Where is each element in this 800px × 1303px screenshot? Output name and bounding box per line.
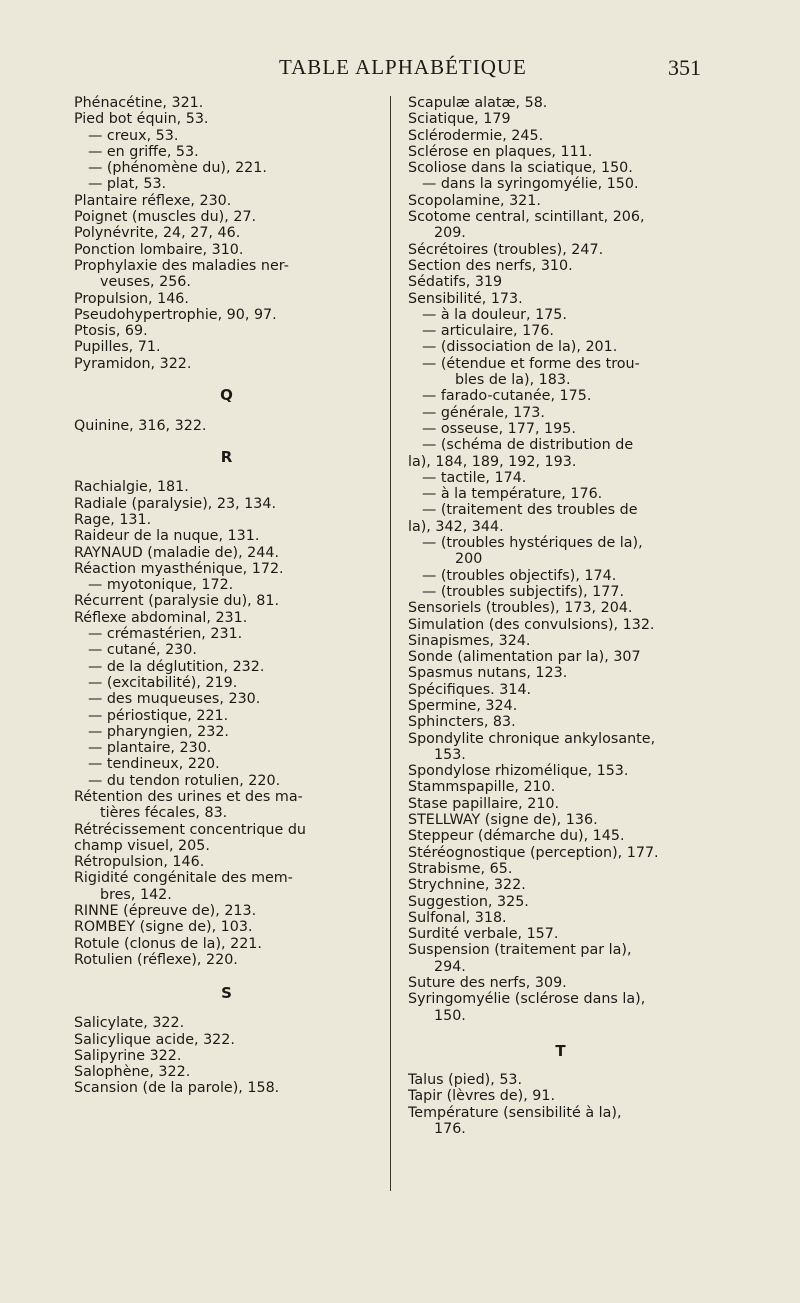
index-entry: Stammspapille, 210. — [408, 779, 556, 796]
index-entry: — (phénomène du), 221. — [88, 160, 267, 177]
section-q-entries — [74, 418, 379, 434]
index-entry: Raideur de la nuque, 131. — [74, 528, 260, 545]
index-column-right — [408, 95, 713, 1137]
index-entry: — (troubles hystériques de la), — [422, 535, 643, 552]
index-entry: Sensoriels (troubles), 173, 204. — [408, 600, 633, 617]
index-entry: — à la douleur, 175. — [422, 306, 567, 323]
index-entry: — myotonique, 172. — [88, 577, 234, 594]
index-entry: Scansion (de la parole), 158. — [74, 1080, 280, 1097]
section-s-entries-left — [74, 1015, 379, 1096]
section-letter-r: R — [220, 448, 233, 467]
index-entry: la), 184, 189, 192, 193. — [408, 453, 577, 470]
index-entry: 150. — [434, 1007, 466, 1024]
index-entry: Pyramidon, 322. — [74, 355, 192, 372]
index-entry: Spécifiques. 314. — [408, 681, 532, 698]
page-number: 351 — [668, 55, 701, 80]
index-entry: Syringomyélie (sclérose dans la), — [408, 991, 646, 1008]
index-entry: Salophène, 322. — [74, 1064, 191, 1081]
index-entry: 153. — [434, 746, 466, 763]
index-entry: Spasmus nutans, 123. — [408, 665, 568, 682]
index-entry: Strychnine, 322. — [408, 877, 526, 894]
index-entry: Pupilles, 71. — [74, 339, 161, 356]
index-entry: Plantaire réflexe, 230. — [74, 192, 232, 209]
index-entry: Sclérose en plaques, 111. — [408, 143, 593, 160]
index-entry: Polynévrite, 24, 27, 46. — [74, 225, 241, 242]
index-entry: 209. — [434, 225, 466, 242]
index-entry: Salicylate, 322. — [74, 1015, 185, 1032]
index-entry: — tendineux, 220. — [88, 756, 220, 773]
running-title: TABLE ALPHABÉTIQUE — [279, 55, 527, 79]
index-entry: Simulation (des convulsions), 132. — [408, 616, 655, 633]
index-entry: Sédatifs, 319 — [408, 274, 503, 291]
index-entry: Suture des nerfs, 309. — [408, 975, 567, 992]
index-entry: — creux, 53. — [88, 127, 179, 144]
index-column-left — [74, 95, 379, 1097]
index-entry: champ visuel, 205. — [74, 837, 210, 854]
section-r-entries — [74, 479, 379, 968]
index-entry: — générale, 173. — [422, 404, 545, 421]
index-entry: ROMBEY (signe de), 103. — [74, 919, 253, 936]
index-entry: Température (sensibilité à la), — [408, 1104, 622, 1121]
index-entry: Ponction lombaire, 310. — [74, 241, 244, 258]
index-entry: — à la température, 176. — [422, 486, 603, 503]
index-entry: Sulfonal, 318. — [408, 909, 507, 926]
section-letter-q: Q — [220, 386, 233, 405]
index-entry: — articulaire, 176. — [422, 323, 554, 340]
index-entry: Section des nerfs, 310. — [408, 257, 573, 274]
index-entry: Salipyrine 322. — [74, 1047, 182, 1064]
index-entry: — plat, 53. — [88, 176, 167, 193]
index-entry: Ptosis, 69. — [74, 323, 148, 340]
index-entry: Quinine, 316, 322. — [74, 418, 207, 435]
index-entry: — (dissociation de la), 201. — [422, 339, 618, 356]
index-entry: RAYNAUD (maladie de), 244. — [74, 544, 280, 561]
index-entry: Rotule (clonus de la), 221. — [74, 935, 262, 952]
index-entry: Suspension (traitement par la), — [408, 942, 632, 959]
index-entry: Strabisme, 65. — [408, 860, 513, 877]
index-entry: RINNE (épreuve de), 213. — [74, 903, 257, 920]
index-entry: Récurrent (paralysie du), 81. — [74, 593, 279, 610]
index-entry: — (traitement des troubles de — [422, 502, 638, 519]
index-entry: Sclérodermie, 245. — [408, 127, 544, 144]
index-entry: Surdité verbale, 157. — [408, 926, 559, 943]
index-entry: STELLWAY (signe de), 136. — [408, 812, 598, 829]
index-entry: Rétropulsion, 146. — [74, 854, 205, 871]
page-header — [0, 55, 800, 85]
index-entry: 176. — [434, 1120, 466, 1137]
index-entry: Sécrétoires (troubles), 247. — [408, 241, 604, 258]
index-entry: Prophylaxie des maladies ner- — [74, 257, 289, 274]
index-entry: — pharyngien, 232. — [88, 723, 229, 740]
index-entry: Tapir (lèvres de), 91. — [408, 1088, 556, 1105]
index-entry: Sonde (alimentation par la), 307 — [408, 649, 641, 666]
index-entry: — en griffe, 53. — [88, 143, 199, 160]
column-divider — [390, 96, 391, 1191]
section-letter-s: S — [221, 984, 232, 1003]
section-letter-t: T — [555, 1041, 566, 1060]
index-entry: Scotome central, scintillant, 206, — [408, 209, 645, 226]
index-entry: — dans la syringomyélie, 150. — [422, 176, 639, 193]
section-t-entries — [408, 1072, 713, 1137]
index-entry: — crémastérien, 231. — [88, 626, 243, 643]
section-p-entries — [74, 95, 379, 372]
index-entry: — farado-cutanée, 175. — [422, 388, 592, 405]
index-entry: Stéréognostique (perception), 177. — [408, 844, 659, 861]
index-entry: Spondylite chronique ankylosante, — [408, 730, 656, 747]
index-entry: Pied bot équin, 53. — [74, 111, 209, 128]
index-entry: Salicylique acide, 322. — [74, 1031, 235, 1048]
index-entry: — (excitabilité), 219. — [88, 674, 238, 691]
index-entry: Spermine, 324. — [408, 697, 518, 714]
index-entry: Radiale (paralysie), 23, 134. — [74, 495, 276, 512]
index-entry: Rétrécissement concentrique du — [74, 821, 306, 838]
index-entry: tières fécales, 83. — [100, 805, 228, 822]
index-entry: — cutané, 230. — [88, 642, 197, 659]
index-entry: Sciatique, 179 — [408, 111, 511, 128]
index-entry: Rage, 131. — [74, 511, 152, 528]
index-entry: Rétention des urines et des ma- — [74, 788, 303, 805]
index-entry: 294. — [434, 958, 466, 975]
index-entry: 200 — [455, 551, 483, 568]
index-entry: Rigidité congénitale des mem- — [74, 870, 293, 887]
index-entry: bles de la), 183. — [455, 372, 571, 389]
index-entry: Scoliose dans la sciatique, 150. — [408, 160, 633, 177]
index-entry: Scopolamine, 321. — [408, 192, 541, 209]
index-entry: — (troubles subjectifs), 177. — [422, 583, 625, 600]
index-entry: Rotulien (réflexe), 220. — [74, 951, 238, 968]
index-entry: Talus (pied), 53. — [408, 1071, 523, 1088]
index-entry: — des muqueuses, 230. — [88, 691, 261, 708]
index-entry: Stase papillaire, 210. — [408, 795, 560, 812]
index-entry: Scapulæ alatæ, 58. — [408, 95, 548, 111]
index-entry: Spondylose rhizomélique, 153. — [408, 763, 629, 780]
index-entry: — tactile, 174. — [422, 469, 527, 486]
index-entry: Réflexe abdominal, 231. — [74, 609, 248, 626]
index-entry: la), 342, 344. — [408, 518, 504, 535]
index-entry: — périostique, 221. — [88, 707, 229, 724]
index-entry: Propulsion, 146. — [74, 290, 189, 307]
index-entry: Rachialgie, 181. — [74, 479, 189, 496]
section-s-entries-right — [408, 95, 713, 1024]
index-entry: veuses, 256. — [100, 274, 191, 291]
index-entry: Pseudohypertrophie, 90, 97. — [74, 306, 277, 323]
index-entry: Poignet (muscles du), 27. — [74, 209, 257, 226]
index-entry: Steppeur (démarche du), 145. — [408, 828, 625, 845]
index-entry: — (étendue et forme des trou- — [422, 355, 640, 372]
index-entry: — de la déglutition, 232. — [88, 658, 265, 675]
index-entry: — plantaire, 230. — [88, 740, 212, 757]
index-entry: Sinapismes, 324. — [408, 632, 531, 649]
index-entry: — (schéma de distribution de — [422, 437, 634, 454]
index-entry: Phénacétine, 321. — [74, 95, 204, 111]
index-entry: Suggestion, 325. — [408, 893, 529, 910]
index-entry: Sphincters, 83. — [408, 714, 516, 731]
index-entry: — (troubles objectifs), 174. — [422, 567, 617, 584]
index-entry: — osseuse, 177, 195. — [422, 420, 576, 437]
index-entry: — du tendon rotulien, 220. — [88, 772, 281, 789]
index-entry: Réaction myasthénique, 172. — [74, 560, 284, 577]
index-entry: Sensibilité, 173. — [408, 290, 523, 307]
index-entry: bres, 142. — [100, 886, 172, 903]
